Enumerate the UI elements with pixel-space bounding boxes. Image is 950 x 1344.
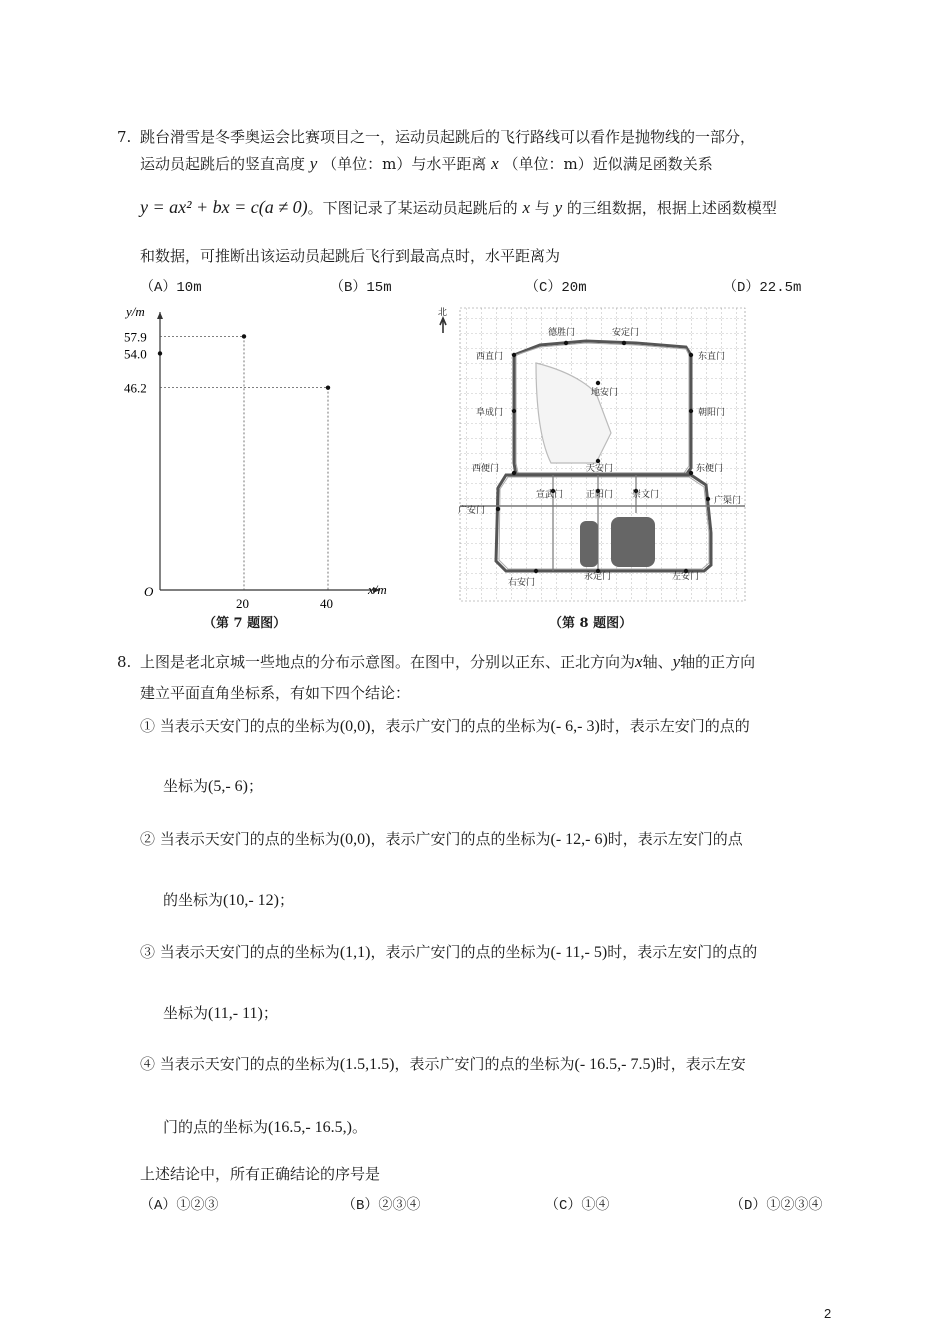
data-point	[158, 351, 162, 355]
q8-line1: 上图是老北京城一些地点的分布示意图。在图中，分别以正东、正北方向为x轴、y轴的正方向	[140, 652, 756, 671]
temple-right	[611, 517, 655, 567]
origin-label: O	[144, 584, 154, 599]
label-yongdingmen: 永定门	[584, 571, 612, 581]
label-guanganmen: 广安门	[458, 505, 486, 515]
q8-choice-c: （C）①④	[545, 1198, 610, 1214]
x-axis-label: x/m	[368, 582, 387, 597]
y-tick-label: 46.2	[124, 380, 147, 396]
label-zhengyangmen: 正阳门	[586, 489, 614, 499]
label-youanmen: 右安门	[508, 577, 536, 587]
q8-number: 8.	[117, 653, 132, 671]
q7-formula: y = ax² + bx = c(a ≠ 0)	[140, 197, 308, 217]
label-dianmen: 地安门	[591, 387, 619, 397]
q8-line2: 建立平面直角坐标系，有如下四个结论：	[140, 684, 411, 702]
label-fuchengmen: 阜成门	[476, 407, 504, 417]
y-axis-arrow-icon	[157, 312, 163, 319]
y-tick-label: 54.0	[124, 346, 147, 362]
page-number: 2	[824, 1306, 832, 1321]
label-dongzhimen: 东直门	[698, 351, 726, 361]
q8-map	[436, 303, 756, 603]
q8-question: 上述结论中，所有正确结论的序号是	[140, 1165, 381, 1183]
q7-choice-c: （C）20m	[525, 280, 587, 296]
q8-statement-3-cont: 坐标为(11,- 11)；	[163, 1004, 278, 1022]
y-tick-label: 57.9	[124, 329, 147, 345]
x-tick-label: 40	[320, 596, 333, 610]
y-axis-label: y/m	[126, 304, 145, 319]
q8-choice-a: （A）①②③	[140, 1198, 219, 1214]
north-arrow-icon	[440, 318, 446, 333]
q7-line2: 运动员起跳后的竖直高度 y （单位：m）与水平距离 x （单位：m）近似满足函数关系	[140, 154, 713, 173]
q7-line1: 跳台滑雪是冬季奥运会比赛项目之一，运动员起跳后的飞行路线可以看作是抛物线的一部分，	[140, 128, 756, 146]
q7-choice-d: （D）22.5m	[723, 280, 802, 296]
q7-chart	[110, 300, 410, 610]
label-xuanwumen: 宣武门	[536, 489, 564, 499]
q8-statement-1: ① 当表示天安门的点的坐标为(0,0)，表示广安门的点的坐标为(- 6,- 3)时，表示左安门的点的	[140, 717, 750, 735]
label-deshengmen: 德胜门	[548, 327, 576, 337]
q8-statement-2-cont: 的坐标为(10,- 12)；	[163, 891, 295, 909]
label-xizhimen: 西直门	[476, 351, 504, 361]
q8-choice-d: （D）①②③④	[730, 1198, 823, 1214]
label-tiananmen: 天安门	[586, 463, 614, 473]
data-point	[326, 385, 330, 389]
label-andingmen: 安定门	[612, 327, 640, 337]
data-point	[242, 334, 246, 338]
label-dongbianmen: 东便门	[696, 463, 724, 473]
q8-statement-4-cont: 门的点的坐标为(16.5,- 16.5,)。	[163, 1118, 368, 1136]
q7-choice-a: （A）10m	[140, 280, 202, 296]
q8-statement-1-cont: 坐标为(5,- 6)；	[163, 777, 264, 795]
q8-figure-caption: （第 8 题图）	[549, 616, 633, 631]
temple-left	[580, 521, 598, 567]
q7-line4: 和数据，可推断出该运动员起跳后飞行到最高点时，水平距离为	[140, 247, 561, 265]
label-chongwenmen: 崇文门	[632, 489, 660, 499]
north-label: 北	[438, 308, 448, 318]
q8-choice-b: （B）②③④	[342, 1198, 421, 1214]
q8-statement-3: ③ 当表示天安门的点的坐标为(1,1)，表示广安门的点的坐标为(- 11,- 5)时，表示左安门的点的	[140, 943, 758, 961]
label-guangqumen: 广渠门	[714, 495, 742, 505]
label-zuoanmen: 左安门	[672, 571, 700, 581]
label-xibianmen: 西便门	[472, 463, 500, 473]
q7-figure-caption: （第 7 题图）	[203, 616, 287, 631]
q7-number: 7.	[117, 128, 132, 146]
q7-line3: y = ax² + bx = c(a ≠ 0)。下图记录了某运动员起跳后的 x 与 y 的三组数据，根据上述函数模型	[140, 197, 777, 217]
q7-choice-b: （B）15m	[330, 280, 392, 296]
label-chaoyangmen: 朝阳门	[698, 407, 726, 417]
x-tick-label: 20	[236, 596, 249, 610]
q8-statement-2: ② 当表示天安门的点的坐标为(0,0)，表示广安门的点的坐标为(- 12,- 6)时，表示左安门的点	[140, 830, 743, 848]
q8-statement-4: ④ 当表示天安门的点的坐标为(1.5,1.5)，表示广安门的点的坐标为(- 16.5,- 7.5)时，表示左安	[140, 1055, 746, 1073]
